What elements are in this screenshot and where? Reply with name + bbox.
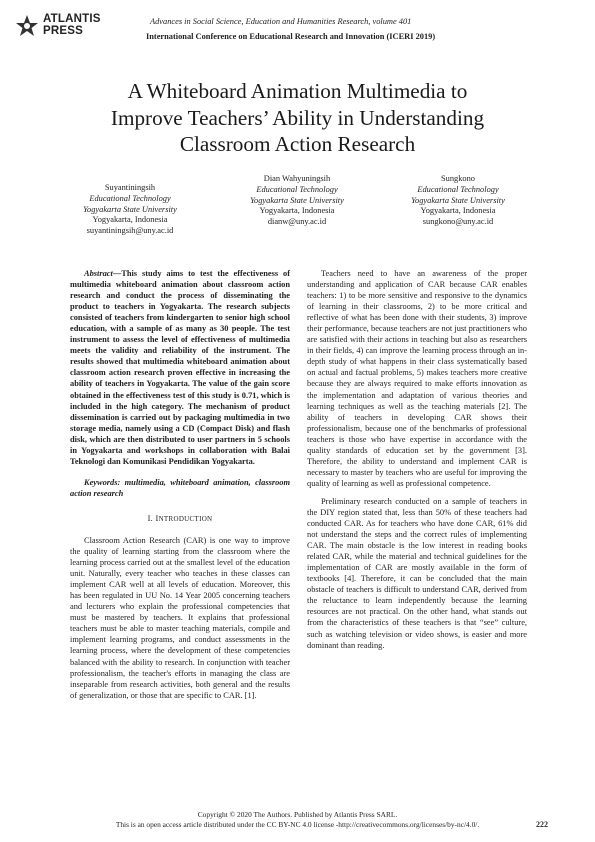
section-rest: NTRODUCTION bbox=[158, 514, 213, 523]
conference-header: International Conference on Educational Research and Innovation (ICERI 2019) bbox=[146, 32, 436, 41]
abstract-label: Abstract bbox=[84, 269, 113, 278]
author-city: Yogyakarta, Indonesia bbox=[420, 206, 496, 216]
title-line: A Whiteboard Animation Multimedia to bbox=[127, 79, 468, 103]
copyright-line: Copyright © 2020 The Authors. Published by Atlantis Press SARL. bbox=[197, 810, 398, 819]
author-block bbox=[70, 183, 190, 237]
author-dept: Educational Technology bbox=[89, 193, 171, 203]
author-name: Dian Wahyuningsih bbox=[263, 174, 331, 183]
keywords: Keywords: multimedia, whiteboard animation, classroom action research bbox=[70, 477, 290, 498]
author-name: Sungkono bbox=[441, 174, 475, 183]
author-uni: Yogyakarta State University bbox=[411, 195, 505, 205]
page-number: 222 bbox=[536, 820, 548, 829]
author-city: Yogyakarta, Indonesia bbox=[92, 215, 168, 225]
right-column bbox=[307, 268, 527, 651]
atlantis-logo-icon bbox=[14, 14, 40, 38]
author-city: Yogyakarta, Indonesia bbox=[259, 206, 335, 216]
section-numeral: I. bbox=[147, 513, 154, 523]
paper-title bbox=[40, 78, 555, 158]
body-paragraph: Preliminary research conducted on a sample of teachers in the DIY region stated that, less than 50% of these teachers had conducted CAR. As for teachers who have done CAR, 61% did not understand the steps and the correct rules of implementing CAR. The main obstacle is the low interest in reading books related CAR, while the material and technical guidelines for the implementation of CAR are mostly available in the form of textbooks [4]. Therefore, it can be concluded that the main obstacle of teachers is difficult to understand CAR, derived from the reluctance to learn independently because the learning resources are not practical. On the other hand, what stands out from the characteristics of these teachers is that “see” culture, such as watching television or video shows, is easier and more dominant than reading. bbox=[307, 496, 527, 650]
author-block bbox=[398, 174, 518, 228]
abstract-text: This study aims to test the effectiveness of multimedia whiteboard animation about classroom action research and conduct the process of disseminating the product to teachers in Yogyakarta. The research subjects consisted of teachers from kindergarten to senior high school education, with a sample of as many as 30 people. The test instrument to assess the level of effectiveness of multimedia meets the validity and reliability of the instrument. The results showed that multimedia whiteboard animation about classroom action research proven effective in increasing the ability of teachers in Yogyakarta. The value of the gain score obtained in the effectiveness test of this study is 0.71, which is included in the high category. The mechanism of product dissemination is carried out by packaging multimedia in two storage media, namely using a CD (Compact Disk) and flash disk, which are then distributed to user partners in 5 schools in Yogyakarta and workshops in collaboration with Balai Teknologi dan Komunikasi Pendidikan Yogyakarta. bbox=[70, 269, 290, 466]
author-email[interactable]: sungkono@uny.ac.id bbox=[422, 217, 494, 227]
author-block bbox=[237, 174, 357, 228]
abstract-dash: — bbox=[112, 269, 122, 278]
atlantis-press-logo bbox=[14, 12, 104, 40]
author-email[interactable]: suyantiningsih@uny.ac.id bbox=[86, 226, 174, 236]
body-paragraph: Teachers need to have an awareness of the proper understanding and application of CAR because CAR enables teachers: 1) to be more sensitive and responsive to the dynamics of learning in their classrooms, 2) to be more critical and reflective of what has been done with their students, 3) improve their performance, because teachers are not just practitioners who are satisfied with their actions in teaching but also as researchers in their fields, 4) can improve the learning process through an in-depth study of what happens in their class systematically based on actual and factual problems, 5) makes teachers more creative because they are always required to make efforts innovation as the implementation and adaptation of various theories and learning techniques as well as the teaching materials [2]. The ability of teachers in developing CAR shows their professionalism, because one of the benchmarks of professional teachers is those who have expertise in accordance with the quality standards of education set by the government [3]. Therefore, the ability to understand and implement CAR is necessary to master by teachers who are useful for improving the quality of learning as well as professional competence. bbox=[307, 269, 527, 488]
author-dept: Educational Technology bbox=[417, 184, 499, 194]
logo-line-2: PRESS bbox=[43, 24, 83, 37]
intro-paragraph: Classroom Action Research (CAR) is one way to improve the quality of learning starting from the classroom where the learning process carried out at the smallest level of the education unit. Naturally, every teacher who teaches in these classes can implement CAR well at all levels of education. Moreover, this has been regulated in UU No. 14 Year 2005 concerning teachers and lecturers who explain the professional competencies that must be mastered by teachers. It explains that professional teachers must be able to master teaching materials, compile and implement learning programs, and conduct assessments in the learning process, where the development of these competencies balanced with the ability to research. In conjunction with teacher professionalism, the teacher's efforts in managing the class are inseparable from research activities, both general and the results of generalization, or those that are specific to CAR. [1]. bbox=[70, 535, 290, 700]
author-uni: Yogyakarta State University bbox=[250, 195, 344, 205]
author-name: Suyantiningsih bbox=[104, 183, 156, 192]
section-first-letter: I bbox=[155, 513, 159, 523]
author-uni: Yogyakarta State University bbox=[83, 204, 177, 214]
abstract bbox=[70, 268, 290, 467]
series-header: Advances in Social Science, Education and Humanities Research, volume 401 bbox=[150, 17, 412, 26]
logo-line-1: ATLANTIS bbox=[43, 13, 101, 25]
title-line: Classroom Action Research bbox=[179, 132, 416, 156]
license-line[interactable]: This is an open access article distributed under the CC BY-NC 4.0 license -http://creativecommons.org/licenses/by-nc/4.0/. bbox=[115, 820, 480, 829]
title-line: Improve Teachers’ Ability in Understanding bbox=[110, 105, 485, 130]
logo-text bbox=[43, 14, 101, 37]
section-heading bbox=[70, 513, 290, 525]
author-dept: Educational Technology bbox=[256, 184, 338, 194]
left-column bbox=[70, 268, 290, 701]
author-email[interactable]: dianw@uny.ac.id bbox=[267, 217, 327, 227]
